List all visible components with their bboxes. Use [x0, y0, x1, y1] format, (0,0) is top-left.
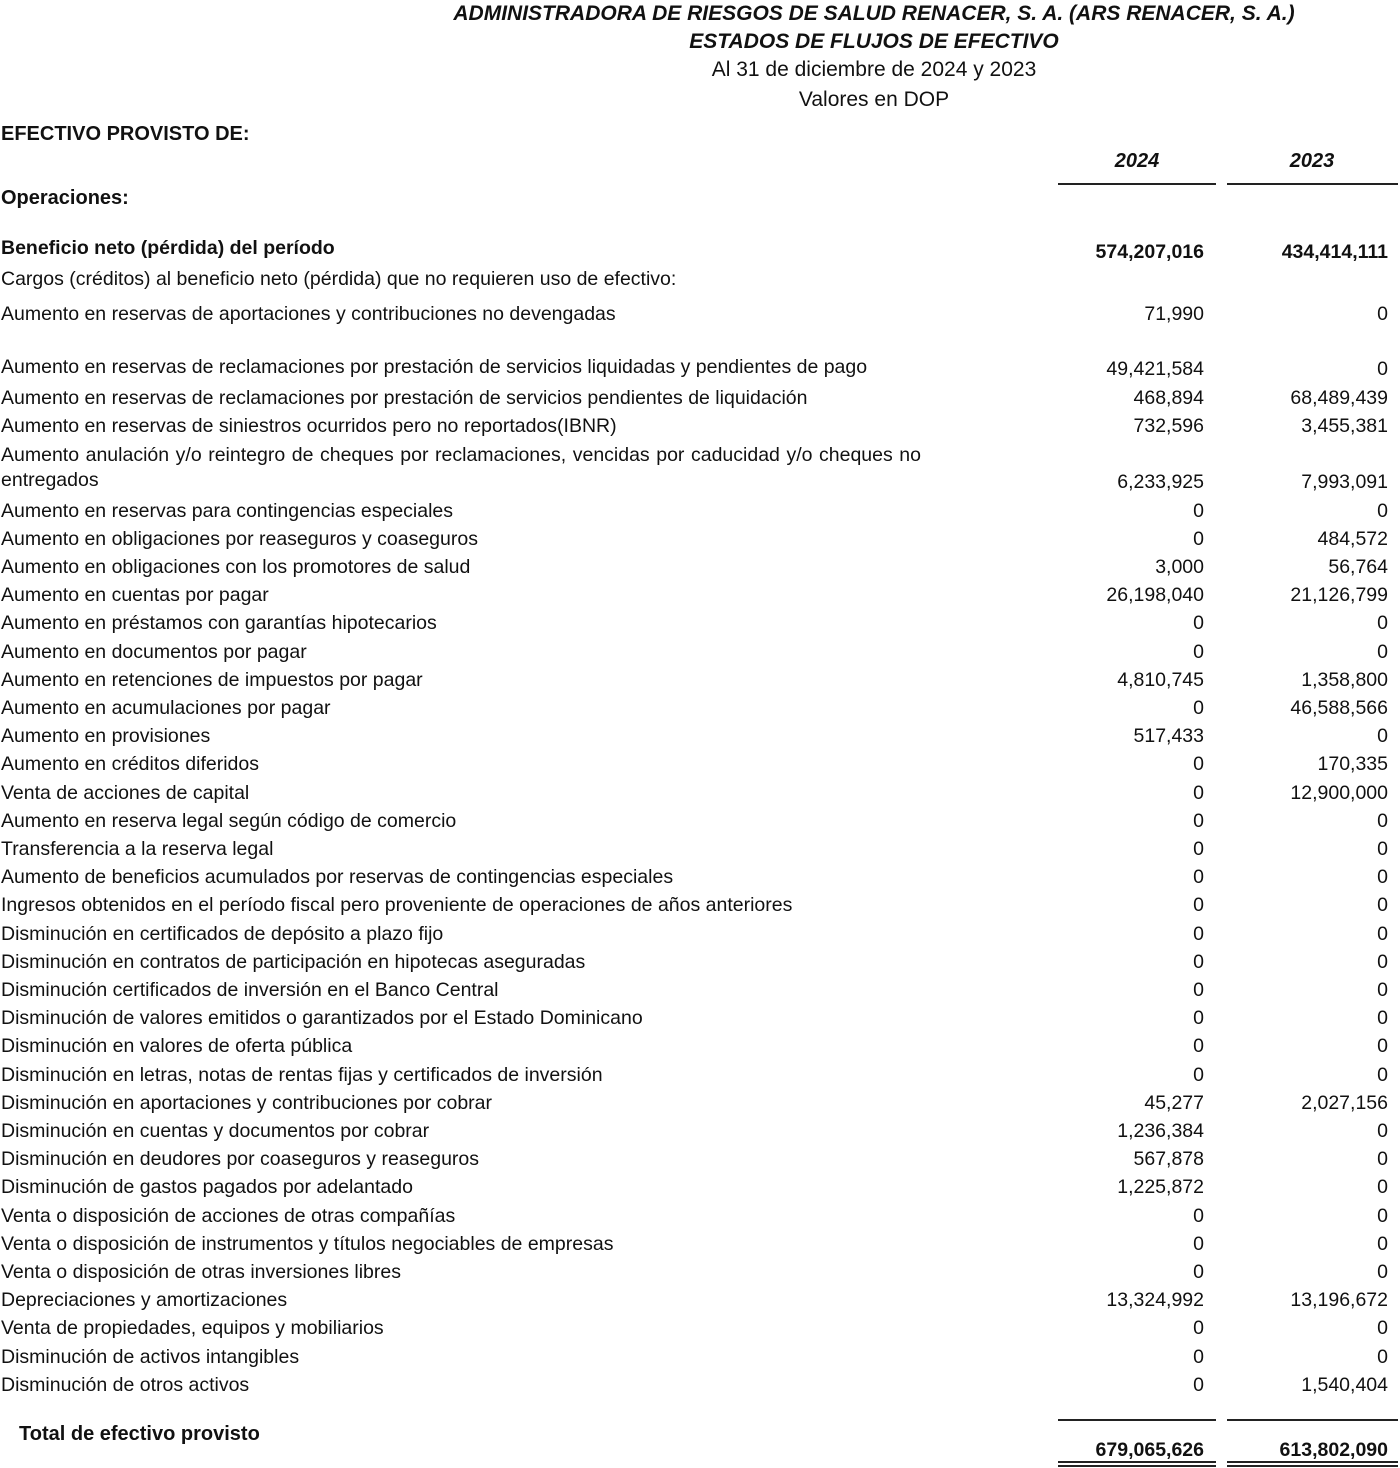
line-item-value-2024: 0: [1193, 838, 1204, 860]
line-item-label: Disminución certificados de inversión en el Banco Central: [1, 979, 499, 1001]
line-item-value-2023: 3,455,381: [1301, 415, 1388, 438]
line-item-row: [0, 724, 1400, 749]
line-item-label: Venta de acciones de capital: [1, 781, 250, 804]
line-item-row: [0, 1119, 1400, 1144]
line-item-label: Aumento en préstamos con garantías hipotecarios: [1, 612, 437, 635]
total-double-rule-2024-a: [1058, 1461, 1216, 1463]
line-item-row: [0, 837, 1400, 862]
line-item-value-2024: 26,198,040: [1106, 584, 1204, 607]
line-item-value-2024: 3,000: [1155, 556, 1204, 578]
net-income-label: Beneficio neto (pérdida) del período: [1, 237, 335, 259]
currency-note: Valores en DOP: [798, 88, 950, 111]
line-item-label: Aumento en cuentas por pagar: [1, 584, 269, 607]
net-income-2024: 574,207,016: [1095, 241, 1204, 263]
total-top-rule-2023: [1227, 1419, 1398, 1421]
line-item-row: [0, 555, 1400, 580]
line-item-label: Aumento en documentos por pagar: [1, 640, 307, 663]
section-title: EFECTIVO PROVISTO DE:: [1, 123, 250, 145]
line-item-label: Venta o disposición de otras inversiones libres: [1, 1261, 401, 1283]
line-item-value-2024: 0: [1193, 612, 1204, 635]
line-item-label: Venta o disposición de acciones de otras compañías: [1, 1204, 456, 1227]
line-item-value-2023: 0: [1377, 1204, 1388, 1227]
line-item-value-2024: 0: [1193, 922, 1204, 945]
line-item-value-2023: 2,027,156: [1301, 1091, 1388, 1114]
line-item-value-2024: 0: [1193, 1007, 1204, 1030]
line-item-label: Aumento en reservas para contingencias especiales: [1, 499, 454, 522]
line-item-value-2024: 13,324,992: [1106, 1289, 1204, 1312]
line-item-label: Aumento en acumulaciones por pagar: [1, 697, 331, 719]
line-item-row: [0, 1232, 1400, 1257]
line-item-value-2024: 0: [1193, 1345, 1204, 1368]
line-item-value-2023: 21,126,799: [1290, 584, 1388, 607]
line-item-label: Aumento en créditos diferidos: [1, 753, 259, 776]
line-item-value-2024: 468,894: [1133, 387, 1204, 410]
line-item-value-2023: 0: [1377, 838, 1388, 860]
line-item-value-2023: 0: [1377, 950, 1388, 973]
line-item-label: Transferencia a la reserva legal: [1, 838, 274, 860]
line-item-row: [0, 527, 1400, 552]
line-item-label: Disminución en cuentas y documentos por cobrar: [1, 1120, 430, 1142]
company-name: ADMINISTRADORA DE RIESGOS DE SALUD RENACER, S. A. (ARS RENACER, S. A.): [453, 2, 1295, 25]
line-item-label: Disminución de gastos pagados por adelantado: [1, 1176, 413, 1199]
line-item-value-2024: 1,236,384: [1117, 1120, 1204, 1142]
line-item-value-2024: 0: [1193, 1063, 1204, 1086]
net-income-2023: 434,414,111: [1281, 241, 1388, 263]
line-item-value-2024: 0: [1193, 527, 1204, 550]
line-item-value-2023: 0: [1377, 1176, 1388, 1199]
line-item-row: [0, 1316, 1400, 1341]
line-item-value-2024: 0: [1193, 1373, 1204, 1396]
line-item-value-2023: 0: [1377, 866, 1388, 889]
line-item-row: [0, 1345, 1400, 1370]
line-item-value-2024: 0: [1193, 753, 1204, 776]
line-item-row: [0, 922, 1400, 947]
line-item-row: [0, 865, 1400, 890]
total-2023: 613,802,090: [1279, 1439, 1388, 1461]
line-item-label: Venta o disposición de instrumentos y títulos negociables de empresas: [1, 1232, 614, 1255]
line-item-row: [0, 1147, 1400, 1172]
line-item-value-2024: 567,878: [1133, 1148, 1204, 1171]
line-item-label: Disminución en valores de oferta pública: [1, 1035, 353, 1058]
total-double-rule-2023-b: [1227, 1465, 1398, 1467]
total-top-rule-2024: [1058, 1419, 1216, 1421]
line-item-value-2023: 0: [1377, 1035, 1388, 1058]
line-item-value-2023: 0: [1377, 499, 1388, 522]
line-item-value-2024: 0: [1193, 894, 1204, 917]
line-item-label: Aumento en retenciones de impuestos por pagar: [1, 668, 423, 691]
line-item-value-2023: 0: [1377, 894, 1388, 917]
line-item-value-2023: 12,900,000: [1290, 781, 1388, 804]
line-item-value-2023: 7,993,091: [1301, 470, 1388, 493]
line-item-value-2024: 0: [1193, 809, 1204, 832]
line-item-label: Aumento en reservas de siniestros ocurridos pero no reportados(IBNR): [1, 415, 617, 438]
line-item-value-2023: 0: [1377, 922, 1388, 945]
line-item-value-2023: 0: [1377, 1345, 1388, 1368]
line-item-value-2023: 1,540,404: [1301, 1373, 1388, 1396]
line-item-row: [0, 696, 1400, 721]
line-item-row: [0, 443, 1400, 495]
line-item-value-2023: 0: [1377, 1261, 1388, 1283]
line-item-label: Disminución en contratos de participación en hipotecas aseguradas: [1, 950, 586, 973]
total-label: Total de efectivo provisto: [19, 1423, 260, 1445]
line-item-row: [0, 302, 1400, 327]
line-item-label: Disminución de activos intangibles: [1, 1345, 300, 1368]
line-item-label: Aumento en reservas de reclamaciones por prestación de servicios liquidadas y pendientes de pago: [1, 356, 868, 379]
line-item-label: Aumento en reservas de aportaciones y contribuciones no devengadas: [1, 303, 616, 325]
line-item-value-2023: 0: [1377, 1063, 1388, 1086]
line-item-value-2024: 6,233,925: [1117, 470, 1204, 493]
line-item-value-2024: 0: [1193, 1035, 1204, 1058]
line-item-row: [0, 1063, 1400, 1088]
line-item-label: Disminución de valores emitidos o garantizados por el Estado Dominicano: [1, 1007, 643, 1030]
line-item-value-2023: 0: [1377, 1232, 1388, 1255]
line-item-value-2023: 170,335: [1317, 753, 1388, 776]
line-item-value-2024: 45,277: [1144, 1091, 1204, 1114]
line-item-value-2024: 1,225,872: [1117, 1176, 1204, 1199]
line-item-value-2023: 0: [1377, 640, 1388, 663]
net-income-row: [0, 237, 1400, 265]
line-item-label: Venta de propiedades, equipos y mobiliarios: [1, 1317, 384, 1340]
line-item-value-2024: 0: [1193, 950, 1204, 973]
line-item-row: [0, 583, 1400, 608]
line-item-row: [0, 1034, 1400, 1059]
total-row: [0, 1437, 1400, 1462]
line-item-row: [0, 414, 1400, 439]
line-item-row: [0, 640, 1400, 665]
line-item-value-2023: 484,572: [1317, 527, 1388, 550]
line-item-label: Disminución en certificados de depósito a plazo fijo: [1, 922, 444, 945]
line-item-row: [0, 1175, 1400, 1200]
line-item-value-2023: 68,489,439: [1290, 387, 1388, 410]
line-item-row: [0, 1288, 1400, 1313]
line-item-value-2023: 0: [1377, 725, 1388, 748]
line-item-row: [0, 499, 1400, 524]
line-item-value-2024: 0: [1193, 781, 1204, 804]
line-item-value-2024: 517,433: [1133, 725, 1204, 748]
line-item-row: [0, 668, 1400, 693]
line-item-value-2024: 0: [1193, 1261, 1204, 1283]
line-item-label: Aumento anulación y/o reintegro de cheques por reclamaciones, vencidas por caducidad y/o cheques no entregados: [1, 443, 921, 491]
line-item-row: [0, 386, 1400, 411]
line-item-value-2023: 0: [1377, 1148, 1388, 1171]
line-item-label: Aumento en provisiones: [1, 725, 211, 748]
line-item-row: [0, 1006, 1400, 1031]
line-item-label: Aumento en reserva legal según código de comercio: [1, 809, 457, 832]
line-item-row: [0, 809, 1400, 834]
line-item-value-2024: 0: [1193, 1204, 1204, 1227]
line-item-row: [0, 611, 1400, 636]
line-item-row: [0, 1373, 1400, 1398]
line-item-row: [0, 1260, 1400, 1285]
line-item-value-2023: 56,764: [1328, 556, 1388, 578]
line-item-label: Disminución de otros activos: [1, 1373, 250, 1396]
line-item-label: Aumento en reservas de reclamaciones por prestación de servicios pendientes de liquidación: [1, 387, 808, 410]
line-item-value-2023: 0: [1377, 303, 1388, 325]
statement-title: ESTADOS DE FLUJOS DE EFECTIVO: [689, 30, 1059, 53]
statement-date: Al 31 de diciembre de 2024 y 2023: [711, 58, 1037, 81]
column-header-rule-2024: [1058, 183, 1216, 185]
line-item-row: [0, 893, 1400, 918]
total-2024: 679,065,626: [1095, 1439, 1204, 1461]
line-item-value-2024: 0: [1193, 499, 1204, 522]
line-item-value-2023: 0: [1377, 1120, 1388, 1142]
line-item-value-2024: 49,421,584: [1106, 358, 1204, 381]
line-item-label: Ingresos obtenidos en el período fiscal pero proveniente de operaciones de años anteriores: [1, 894, 793, 917]
line-item-value-2023: 46,588,566: [1290, 697, 1388, 719]
line-item-value-2023: 0: [1377, 979, 1388, 1001]
line-item-row: [0, 330, 1400, 382]
line-item-label: Disminución en aportaciones y contribuciones por cobrar: [1, 1091, 493, 1114]
total-double-rule-2023-a: [1227, 1461, 1398, 1463]
line-item-row: [0, 1204, 1400, 1229]
line-item-label: Disminución en deudores por coaseguros y reaseguros: [1, 1148, 480, 1171]
line-item-value-2024: 732,596: [1133, 415, 1204, 438]
line-item-value-2024: 0: [1193, 640, 1204, 663]
line-item-value-2023: 13,196,672: [1290, 1289, 1388, 1312]
line-item-value-2023: 0: [1377, 1007, 1388, 1030]
line-item-value-2024: 0: [1193, 697, 1204, 719]
line-item-label: Disminución en letras, notas de rentas fijas y certificados de inversión: [1, 1063, 603, 1086]
column-header-2024: 2024: [1114, 150, 1160, 172]
line-item-value-2023: 0: [1377, 358, 1388, 381]
line-item-row: [0, 752, 1400, 777]
line-item-row: [0, 1091, 1400, 1116]
line-item-value-2024: 0: [1193, 979, 1204, 1001]
column-header-2023: 2023: [1289, 150, 1335, 172]
line-item-label: Aumento de beneficios acumulados por reservas de contingencias especiales: [1, 866, 674, 889]
line-item-value-2023: 0: [1377, 612, 1388, 635]
total-double-rule-2024-b: [1058, 1465, 1216, 1467]
line-item-value-2024: 71,990: [1144, 303, 1204, 325]
line-item-row: [0, 950, 1400, 975]
column-header-rule-2023: [1227, 183, 1398, 185]
line-item-value-2023: 0: [1377, 809, 1388, 832]
line-item-value-2024: 0: [1193, 1232, 1204, 1255]
line-item-label: Aumento en obligaciones por reaseguros y coaseguros: [1, 527, 478, 550]
operations-heading: Operaciones:: [1, 187, 129, 209]
line-item-row: [0, 978, 1400, 1003]
line-item-value-2023: 0: [1377, 1317, 1388, 1340]
line-item-value-2024: 0: [1193, 1317, 1204, 1340]
adjustments-heading: Cargos (créditos) al beneficio neto (pérdida) que no requieren uso de efectivo:: [1, 268, 677, 290]
line-item-value-2024: 4,810,745: [1117, 668, 1204, 691]
line-item-value-2024: 0: [1193, 866, 1204, 889]
line-item-value-2023: 1,358,800: [1301, 668, 1388, 691]
line-item-row: [0, 781, 1400, 806]
line-item-label: Depreciaciones y amortizaciones: [1, 1289, 288, 1312]
line-item-label: Aumento en obligaciones con los promotores de salud: [1, 556, 471, 578]
